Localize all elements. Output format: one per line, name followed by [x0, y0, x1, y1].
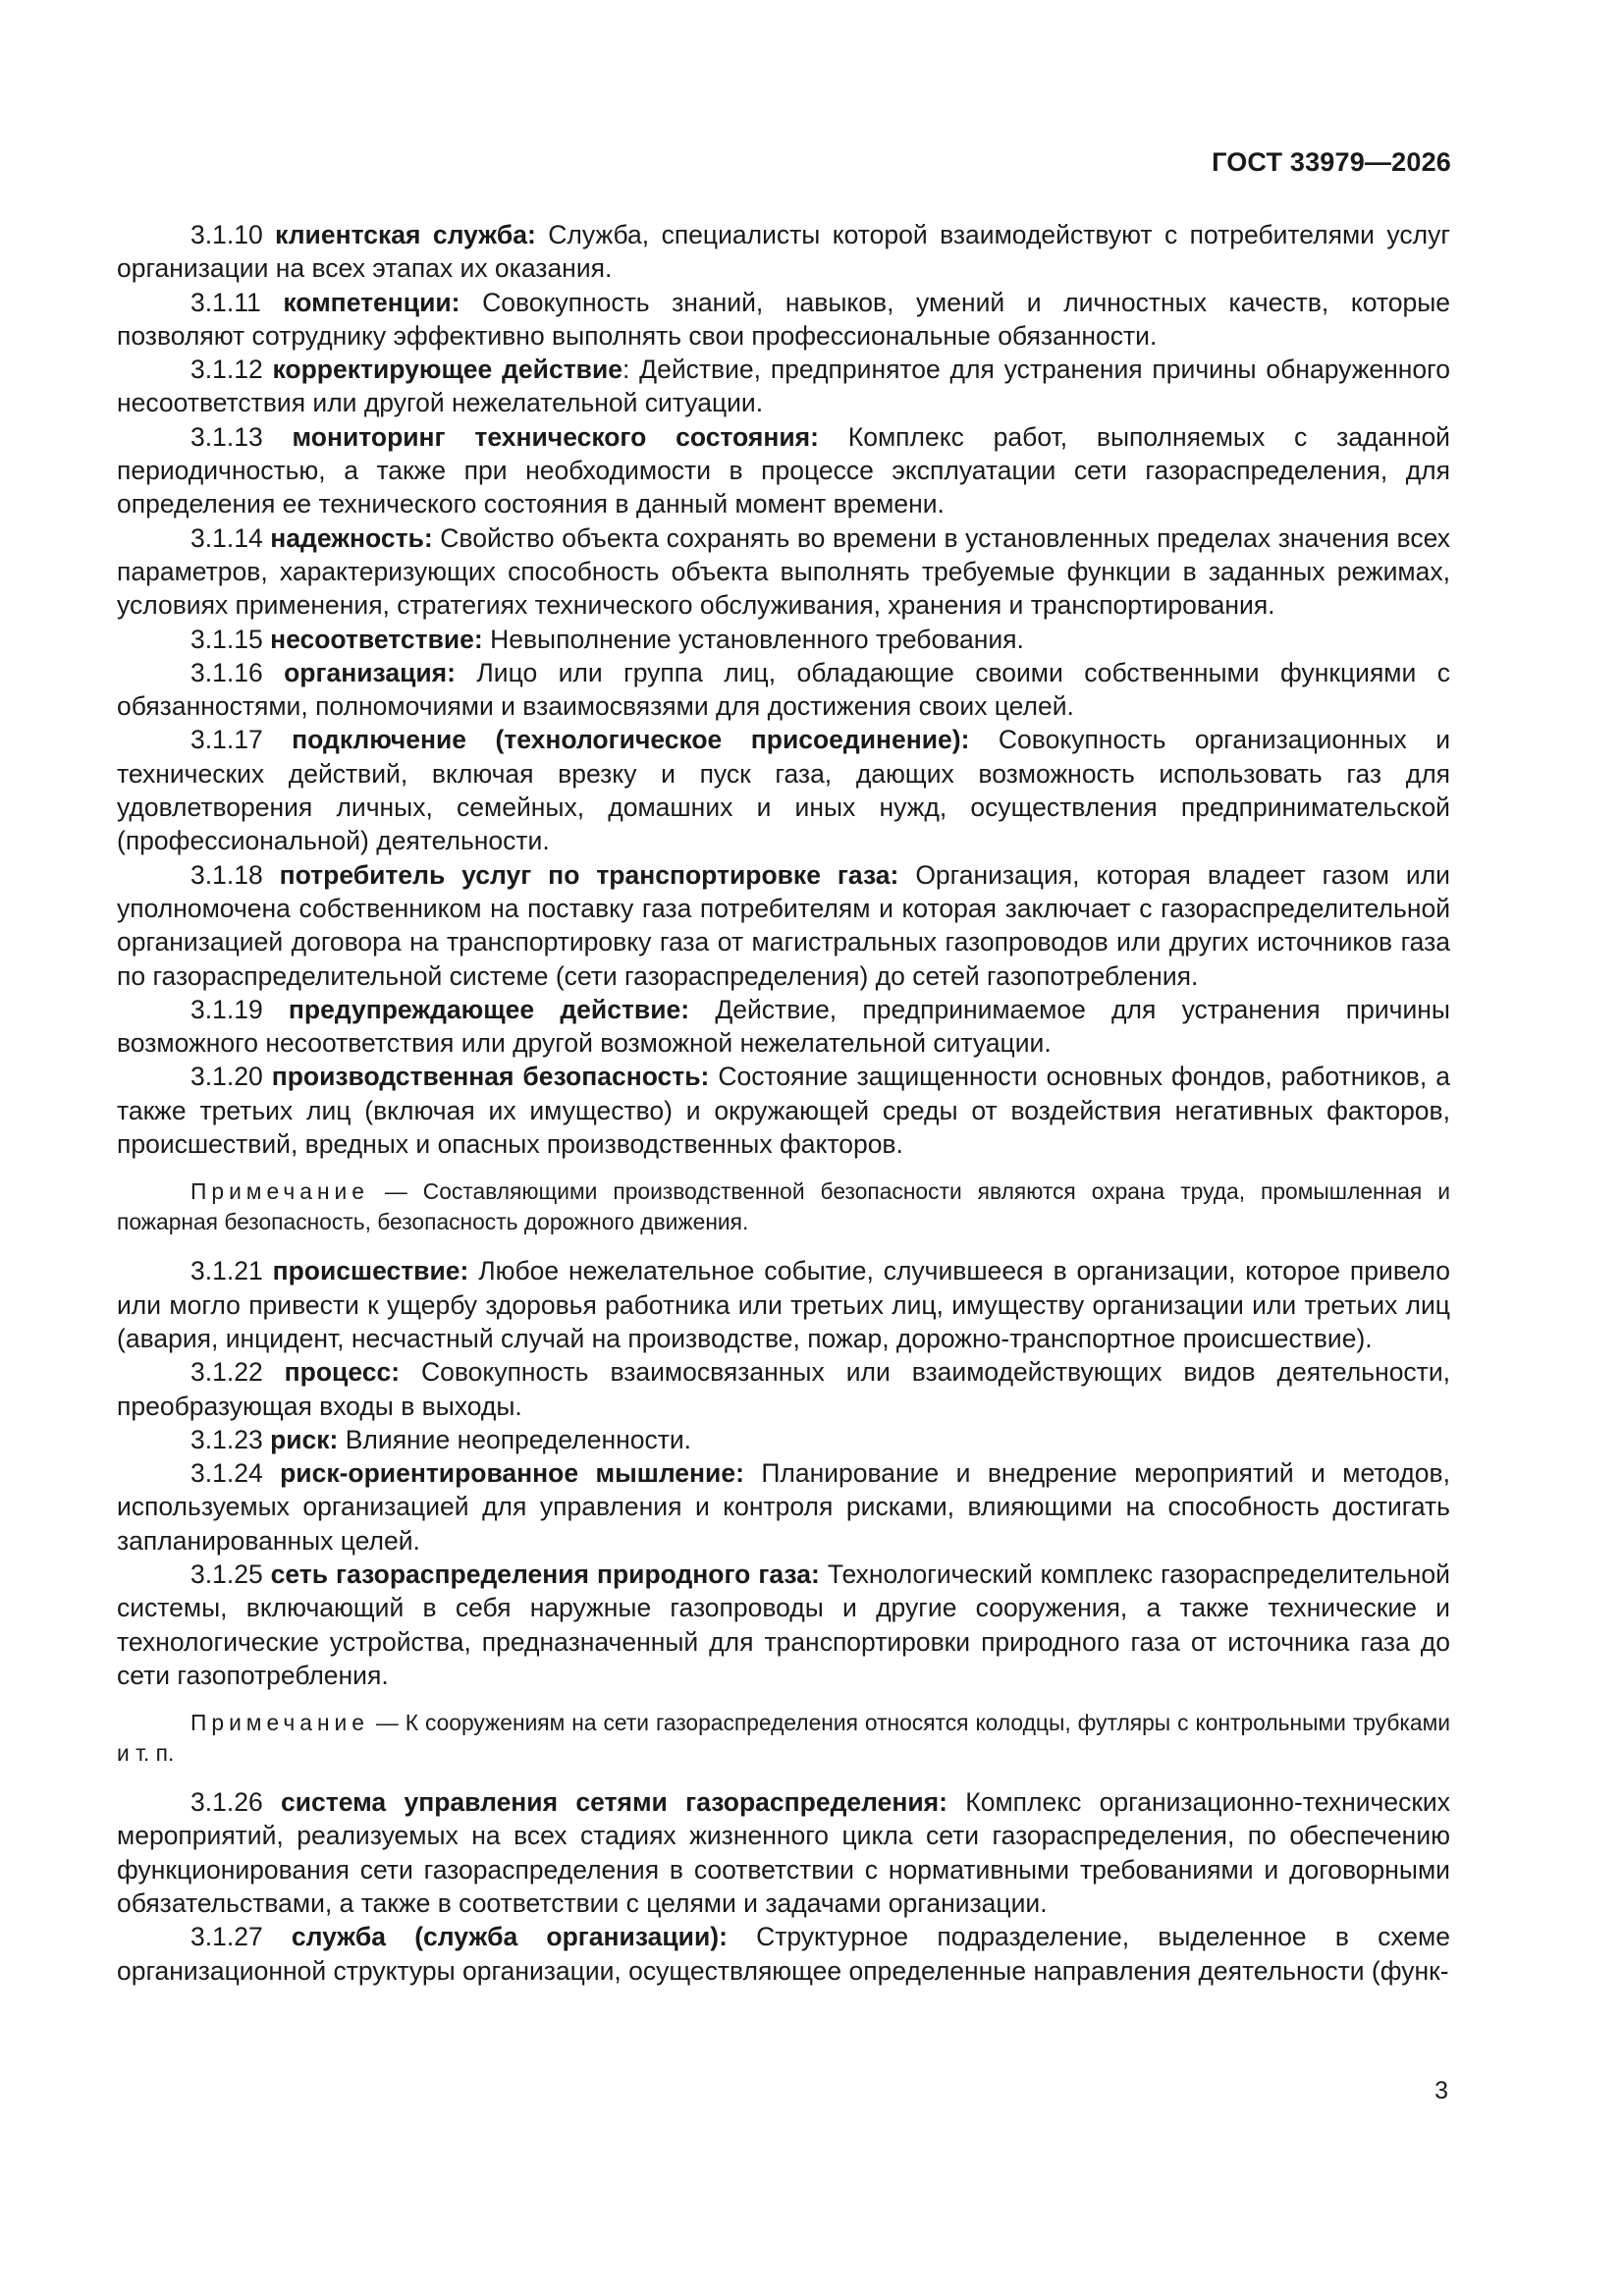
term: подключение (технологическое присоединение):	[292, 725, 970, 755]
clause-number: 3.1.15	[190, 624, 263, 654]
clause-number: 3.1.19	[190, 994, 263, 1024]
definition-3-1-23	[117, 1423, 1450, 1456]
clause-number: 3.1.11	[190, 287, 261, 317]
definition-text: Свойство объекта сохранять во времени в установленных пределах значения всех параметров, характеризующих способность объекта выполнять требуемые функции в заданных режимах, условиях применения, стратегиях технического обслуживания, хранения и транспортирования.	[117, 522, 1450, 621]
definition-3-1-13	[117, 420, 1450, 521]
definition-text: Комплекс организационно-технических мероприятий, реализуемых на всех стадиях жизненного цикла сети газораспределения, по обеспечению функционирования сети газораспределения в соответствии с нормативными требованиями и договорными обязательствами, а также в соответствии с целями и задачами организации.	[117, 1787, 1450, 1919]
clause-number: 3.1.20	[190, 1062, 263, 1092]
definition-text: Совокупность взаимосвязанных или взаимодействующих видов деятельности, преобразующая входы в выходы.	[117, 1357, 1450, 1421]
term: предупреждающее действие:	[288, 994, 690, 1024]
definition-3-1-17	[117, 723, 1450, 857]
term: риск-ориентированное мышление:	[280, 1458, 744, 1489]
note-network-structures	[117, 1708, 1450, 1768]
clause-number: 3.1.25	[190, 1558, 263, 1589]
term: производственная безопасность:	[271, 1062, 710, 1092]
term: служба (служба организации):	[291, 1922, 728, 1952]
definition-3-1-11	[117, 286, 1450, 354]
definition-3-1-27	[117, 1920, 1450, 1988]
definition-text: Совокупность знаний, навыков, умений и личностных качеств, которые позволяют сотруднику эффективно выполнять свои профессиональные обязанности.	[117, 287, 1450, 351]
note-label: Примечание	[190, 1178, 369, 1205]
term: процесс:	[284, 1357, 401, 1388]
clause-number: 3.1.17	[190, 725, 263, 755]
definition-text: Структурное подразделение, выделенное в схеме организационной структуры организации, осуществляющее определенные направления деятельности (функ-	[117, 1922, 1450, 1986]
term: происшествие:	[272, 1256, 469, 1286]
clause-number: 3.1.24	[190, 1458, 263, 1489]
definition-3-1-22	[117, 1355, 1450, 1423]
term: сеть газораспределения природного газа:	[270, 1558, 820, 1589]
definition-3-1-12	[117, 353, 1450, 420]
clause-number: 3.1.12	[190, 355, 263, 385]
note-text: — К сооружениям на сети газораспределения относятся колодцы, футляры с контрольными трубками и т. п.	[117, 1710, 1450, 1766]
document-code: ГОСТ 33979—2026	[1212, 147, 1451, 177]
term: несоответствие:	[270, 624, 483, 654]
document-body	[117, 218, 1450, 1988]
clause-number: 3.1.22	[190, 1357, 263, 1388]
definition-text: Планирование и внедрение мероприятий и методов, используемых организацией для управления и контроля рисками, влияющими на способность достигать запланированных целей.	[117, 1458, 1450, 1556]
term: потребитель услуг по транспортировке газа:	[279, 859, 899, 890]
definition-text: Лицо или группа лиц, обладающие своими собственными функциями с обязанностями, полномочиями и взаимосвязями для достижения своих целей.	[117, 657, 1450, 722]
page-number: 3	[1434, 2077, 1448, 2105]
definition-3-1-21	[117, 1254, 1450, 1355]
definition-text: : Действие, предпринятое для устранения причины обнаруженного несоответствия или другой нежелательной ситуации.	[117, 355, 1450, 418]
definition-3-1-18	[117, 858, 1450, 993]
definition-text: Влияние неопределенности.	[345, 1424, 692, 1454]
clause-number: 3.1.16	[190, 657, 263, 687]
note-text: — Составляющими производственной безопасности являются охрана труда, промышленная и пожарная безопасность, безопасность дорожного движения.	[117, 1178, 1450, 1234]
definition-text: Любое нежелательное событие, случившееся в организации, которое привело или могло привести к ущербу здоровья работника или третьих лиц, имуществу организации или третьих лиц (авария, инцидент, несчастный случай на производстве, пожар, дорожно-транспортное происшествие).	[117, 1256, 1450, 1353]
definition-3-1-14	[117, 521, 1450, 623]
definition-text: Действие, предпринимаемое для устранения причины возможного несоответствия или другой возможной нежелательной ситуации.	[117, 994, 1450, 1059]
definition-text: Комплекс работ, выполняемых с заданной периодичностью, а также при необходимости в процессе эксплуатации сети газораспределения, для определения ее технического состояния в данный момент времени.	[117, 421, 1450, 519]
definition-3-1-25	[117, 1558, 1450, 1692]
clause-number: 3.1.10	[190, 220, 263, 249]
definition-3-1-10	[117, 218, 1450, 286]
term: система управления сетями газораспределения:	[281, 1787, 947, 1818]
definition-text: Невыполнение установленного требования.	[490, 624, 1024, 654]
definition-text: Состояние защищенности основных фондов, работников, а также третьих лиц (включая их имущество) и окружающей среды от воздействия негативных факторов, происшествий, вредных и опасных производственных факторов.	[117, 1062, 1450, 1160]
definition-text: Совокупность организационных и технических действий, включая врезку и пуск газа, дающих возможность использовать газ для удовлетворения личных, семейных, домашних и иных нужд, осуществления предпринимательской (профессиональной) деятельности.	[117, 725, 1451, 856]
clause-number: 3.1.27	[190, 1922, 263, 1952]
definition-text: Технологический комплекс газораспределительной системы, включающий в себя наружные газопроводы и другие сооружения, а также технические и технологические устройства, предназначенный для транспортировки природного газа от источника газа до сети газопотребления.	[117, 1558, 1450, 1690]
definition-3-1-15	[117, 623, 1450, 656]
term: мониторинг технического состояния:	[292, 421, 819, 452]
definition-text: Организация, которая владеет газом или уполномочена собственником на поставку газа потребителям и которая заключает с газораспределительной организацией договора на транспортировку газа от магистральных газопроводов или других источников газа по газораспределительной системе (сети газораспределения) до сетей газопотребления.	[117, 859, 1450, 991]
clause-number: 3.1.14	[190, 522, 263, 553]
note-label: Примечание	[190, 1710, 369, 1736]
term: надежность:	[270, 522, 433, 553]
note-production-safety	[117, 1176, 1450, 1236]
clause-number: 3.1.18	[190, 859, 263, 890]
clause-number: 3.1.26	[190, 1787, 263, 1818]
clause-number: 3.1.23	[190, 1424, 263, 1454]
definition-3-1-24	[117, 1456, 1450, 1558]
term: корректирующее действие	[272, 355, 622, 385]
term: риск:	[270, 1424, 339, 1454]
clause-number: 3.1.13	[190, 421, 263, 452]
definition-3-1-19	[117, 993, 1450, 1061]
definition-3-1-16	[117, 656, 1450, 724]
definition-3-1-20	[117, 1060, 1450, 1161]
definition-text: Служба, специалисты которой взаимодействуют с потребителями услуг организации на всех этапах их оказания.	[117, 220, 1450, 284]
term: организация:	[284, 657, 456, 687]
term: клиентская служба:	[275, 220, 536, 249]
clause-number: 3.1.21	[190, 1256, 263, 1286]
definition-3-1-26	[117, 1785, 1450, 1920]
term: компетенции:	[283, 287, 460, 317]
